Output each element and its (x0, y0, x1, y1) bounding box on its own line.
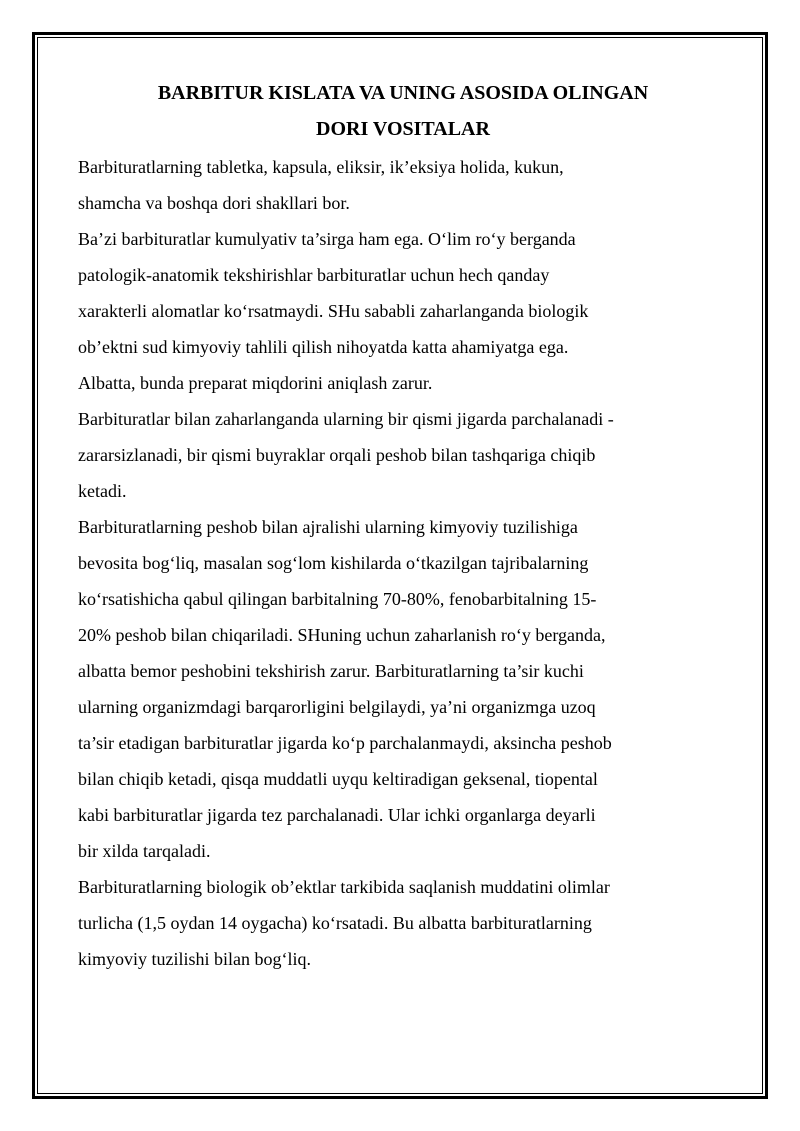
title-line: DORI VOSITALAR (316, 118, 490, 140)
body-line: zararsizlanadi, bir qismi buyraklar orqali peshob bilan tashqariga chiqib (78, 445, 596, 465)
body-line: 20% peshob bilan chiqariladi. SHuning uchun zaharlanish ro‘y berganda, (78, 625, 606, 645)
body-line: ko‘rsatishicha qabul qilingan barbitalning 70-80%, fenobarbitalning 15- (78, 589, 597, 609)
body-line: Albatta, bunda preparat miqdorini aniqlash zarur. (78, 373, 433, 393)
body-line: ketadi. (78, 481, 127, 501)
body-line: kimyoviy tuzilishi bilan bog‘liq. (78, 949, 311, 969)
body-line: Barbituratlarning tabletka, kapsula, eliksir, ik’eksiya holida, kukun, (78, 157, 564, 177)
document-body (78, 149, 728, 977)
body-line: Barbituratlar bilan zaharlanganda ularning bir qismi jigarda parchalanadi - (78, 409, 614, 429)
document-content (78, 75, 728, 977)
body-line: Ba’zi barbituratlar kumulyativ ta’sirga ham ega. O‘lim ro‘y berganda (78, 229, 576, 249)
body-line: ularning organizmdagi barqarorligini belgilaydi, ya’ni organizmga uzoq (78, 697, 596, 717)
document-title (78, 75, 728, 149)
body-line: shamcha va boshqa dori shakllari bor. (78, 193, 350, 213)
title-line: BARBITUR KISLATA VA UNING ASOSIDA OLINGAN (157, 82, 649, 104)
body-line: turlicha (1,5 oydan 14 oygacha) ko‘rsatadi. Bu albatta barbituratlarning (78, 913, 592, 933)
body-line: ta’sir etadigan barbituratlar jigarda ko‘p parchalanmaydi, aksincha peshob (78, 733, 612, 753)
body-line: albatta bemor peshobini tekshirish zarur. Barbituratlarning ta’sir kuchi (78, 661, 584, 681)
body-line: patologik-anatomik tekshirishlar barbituratlar uchun hech qanday (78, 265, 550, 285)
body-line: bevosita bog‘liq, masalan sog‘lom kishilarda o‘tkazilgan tajribalarning (78, 553, 589, 573)
body-line: kabi barbituratlar jigarda tez parchalanadi. Ular ichki organlarga deyarli (78, 805, 596, 825)
body-line: Barbituratlarning biologik ob’ektlar tarkibida saqlanish muddatini olimlar (78, 877, 610, 897)
body-line: bir xilda tarqaladi. (78, 841, 211, 861)
body-line: xarakterli alomatlar ko‘rsatmaydi. SHu sababli zaharlanganda biologik (78, 301, 589, 321)
body-line: Barbituratlarning peshob bilan ajralishi ularning kimyoviy tuzilishiga (78, 517, 578, 537)
body-line: ob’ektni sud kimyoviy tahlili qilish nihoyatda katta ahamiyatga ega. (78, 337, 569, 357)
body-line: bilan chiqib ketadi, qisqa muddatli uyqu keltiradigan geksenal, tiopental (78, 769, 598, 789)
